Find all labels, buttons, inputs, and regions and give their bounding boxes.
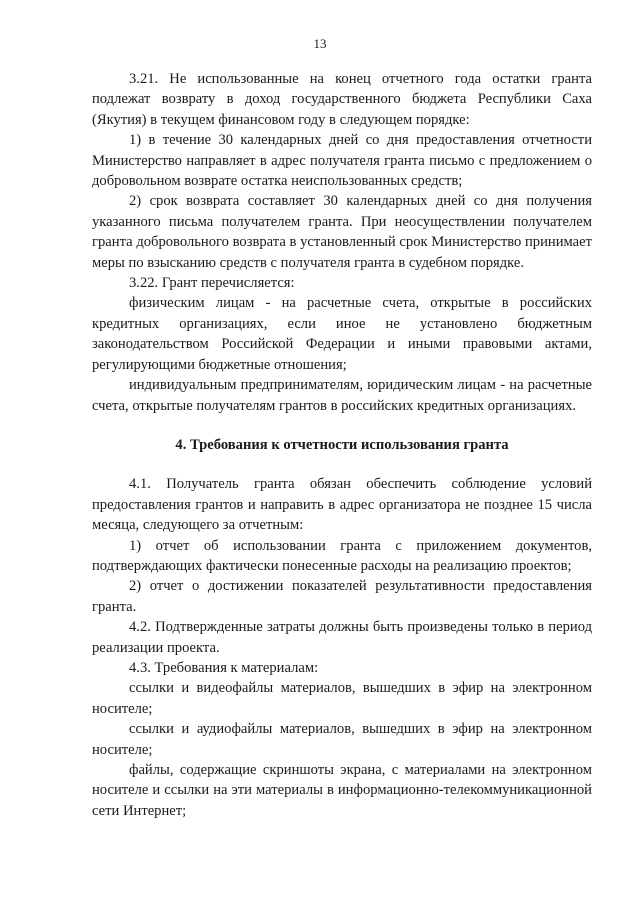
document-body xyxy=(92,69,592,821)
paragraph-4-3-audio: ссылки и аудиофайлы материалов, вышедших в эфир на электронном носителе; xyxy=(92,721,592,758)
paragraph-4-2: 4.2. Подтвержденные затраты должны быть произведены только в период реализации проекта. xyxy=(92,619,592,656)
paragraph-4-3: 4.3. Требования к материалам: xyxy=(129,659,319,676)
paragraph-4-1: 4.1. Получатель гранта обязан обеспечить соблюдение условий предоставления грантов и направить в адрес организатора не позднее 15 числа месяца, следующего за отчетным: xyxy=(92,476,592,534)
paragraph-4-3-video: ссылки и видеофайлы материалов, вышедших в эфир на электронном носителе; xyxy=(92,680,592,717)
paragraph-3-22: 3.22. Грант перечисляется: xyxy=(129,275,295,292)
paragraph-3-22-individuals: физическим лицам - на расчетные счета, открытые в российских кредитных организациях, если иное не установлено бюджетным законодательством Российской Федерации и иными правовыми актами, регулирующими бюджетные отношения; xyxy=(92,295,592,373)
section-heading: 4. Требования к отчетности использования гранта xyxy=(175,436,509,453)
paragraph-3-21-item-2: 2) срок возврата составляет 30 календарных дней со дня получения указанного письма получателем гранта. При неосуществлении получателем гранта добровольного возврата в установленный срок Министерство принимает меры по взысканию средств с получателя гранта в судебном порядке. xyxy=(92,193,592,271)
paragraph-3-21: 3.21. Не использованные на конец отчетного года остатки гранта подлежат возврату в доход государственного бюджета Республики Саха (Якутия) в текущем финансовом году в следующем порядке: xyxy=(92,71,592,128)
paragraph-4-3-screenshots: файлы, содержащие скриншоты экрана, с материалами на электронном носителе и ссылки на эти материалы в информационно-телекоммуникационной сети Интернет; xyxy=(92,762,592,819)
paragraph-3-21-item-1: 1) в течение 30 календарных дней со дня предоставления отчетности Министерство направляет в адрес получателя гранта письмо с предложением о добровольном возврате остатка неиспользованных средств; xyxy=(92,132,592,190)
paragraph-4-1-item-1: 1) отчет об использовании гранта с приложением документов, подтверждающих фактически понесенные расходы на реализацию проектов; xyxy=(92,537,592,574)
page-number: 13 xyxy=(313,36,327,51)
paragraph-4-1-item-2: 2) отчет о достижении показателей результативности предоставления гранта. xyxy=(92,578,592,615)
paragraph-3-22-entrepreneurs: индивидуальным предпринимателям, юридическим лицам - на расчетные счета, открытые получателям грантов в российских кредитных организациях. xyxy=(92,377,592,414)
